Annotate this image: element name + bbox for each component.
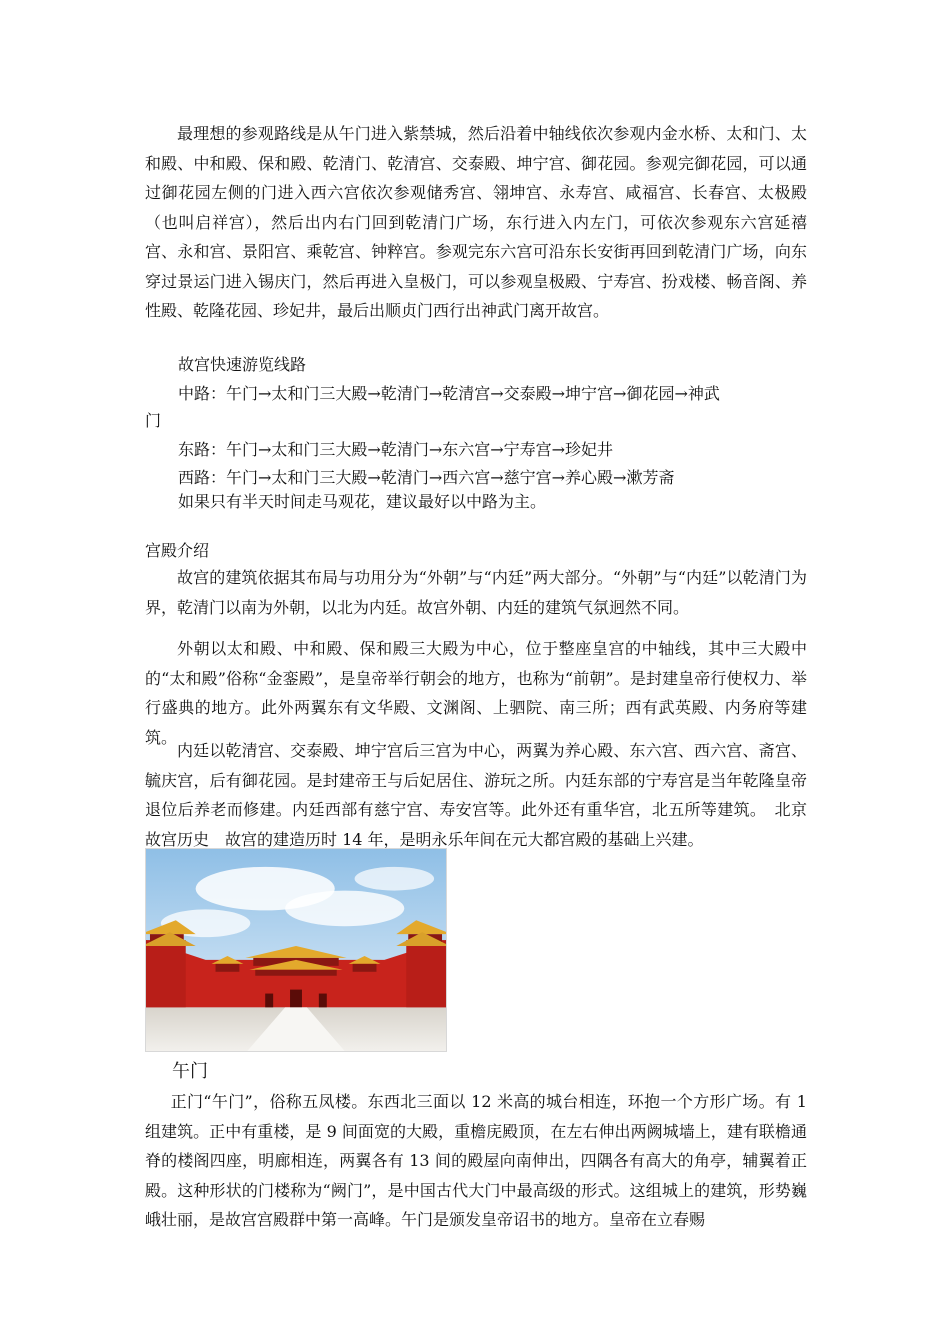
wumen-paragraph: 正门“午门”，俗称五凤楼。东西北三面以 12 米高的城台相连，环抱一个方形广场。有 1 组建筑。正中有重楼，是 9 间面宽的大殿，重檐庑殿顶，在左右伸出两阙城墙上，建有联檐通脊的楼阁四座，明廊相连，两翼各有 13 间的殿屋向南伸出，四隅各有高大的角亭，辅翼着正殿。这种形状的门楼称为“阙门”，是中国古代大门中最高级的形式。这组城上的建筑，形势巍峨壮丽，是故宫宫殿群中第一高峰。午门是颁发皇帝诏书的地方。皇帝在立春赐 — [145, 1092, 807, 1229]
half-day-tip: 如果只有半天时间走马观花，建议最好以中路为主。 — [178, 492, 547, 511]
inner-court-paragraph: 内廷以乾清宫、交泰殿、坤宁宫后三宫为中心，两翼为养心殿、东六宫、西六宫、斋宫、毓庆宫，后有御花园。是封建帝王与后妃居住、游玩之所。内廷东部的宁寿宫是当年乾隆皇帝退位后养老而修建。内廷西部有慈宁宫、寿安宫等。此外还有重华宫，北五所等建筑。 北京故宫历史 故宫的建造历时 14 年，是明永乐年间在元大都宫殿的基础上兴建。 — [145, 741, 807, 849]
route-intro-paragraph: 最理想的参观路线是从午门进入紫禁城，然后沿着中轴线依次参观内金水桥、太和门、太和殿、中和殿、保和殿、乾清门、乾清宫、交泰殿、坤宁宫、御花园。参观完御花园，可以通过御花园左侧的门进入西六宫依次参观储秀宫、翎坤宫、永寿宫、咸福宫、长春宫、太极殿（也叫启祥宫），然后出内右门回到乾清门广场，东行进入内左门，可依次参观东六宫延禧宫、永和宫、景阳宫、乘乾宫、钟粹宫。参观完东六宫可沿东长安街再回到乾清门广场，向东穿过景运门进入锡庆门，然后再进入皇极门，可以参观皇极殿、宁寿宫、扮戏楼、畅音阁、养性殿、乾隆花园、珍妃井，最后出顺贞门西行出神武门离开故宫。 — [145, 124, 807, 320]
palace-intro-paragraph: 故宫的建筑依据其布局与功用分为“外朝”与“内廷”两大部分。“外朝”与“内廷”以乾清门为界，乾清门以南为外朝，以北为内廷。故宫外朝、内廷的建筑气氛迥然不同。 — [145, 568, 807, 617]
west-route: 西路：午门→太和门三大殿→乾清门→西六宫→慈宁宫→养心殿→漱芳斋 — [178, 468, 675, 487]
quick-route-title: 故宫快速游览线路 — [178, 355, 307, 374]
palace-heading: 宫殿介绍 — [145, 541, 210, 560]
middle-route-line1: 中路：午门→太和门三大殿→乾清门→乾清宫→交泰殿→坤宁宫→御花园→神武 — [178, 384, 720, 403]
outer-court-paragraph: 外朝以太和殿、中和殿、保和殿三大殿为中心，位于整座皇宫的中轴线，其中三大殿中的“太和殿”俗称“金銮殿”，是皇帝举行朝会的地方，也称为“前朝”。是封建皇帝行使权力、举行盛典的地方。此外两翼东有文华殿、文渊阁、上驷院、南三所；西有武英殿、内务府等建筑。 — [145, 639, 807, 747]
wumen-illustration — [146, 849, 446, 1051]
photo-caption: 午门 — [172, 1061, 208, 1082]
middle-route-line2: 门 — [145, 411, 162, 430]
wumen-photo — [145, 848, 447, 1052]
east-route: 东路：午门→太和门三大殿→乾清门→东六宫→宁寿宫→珍妃井 — [178, 440, 614, 459]
